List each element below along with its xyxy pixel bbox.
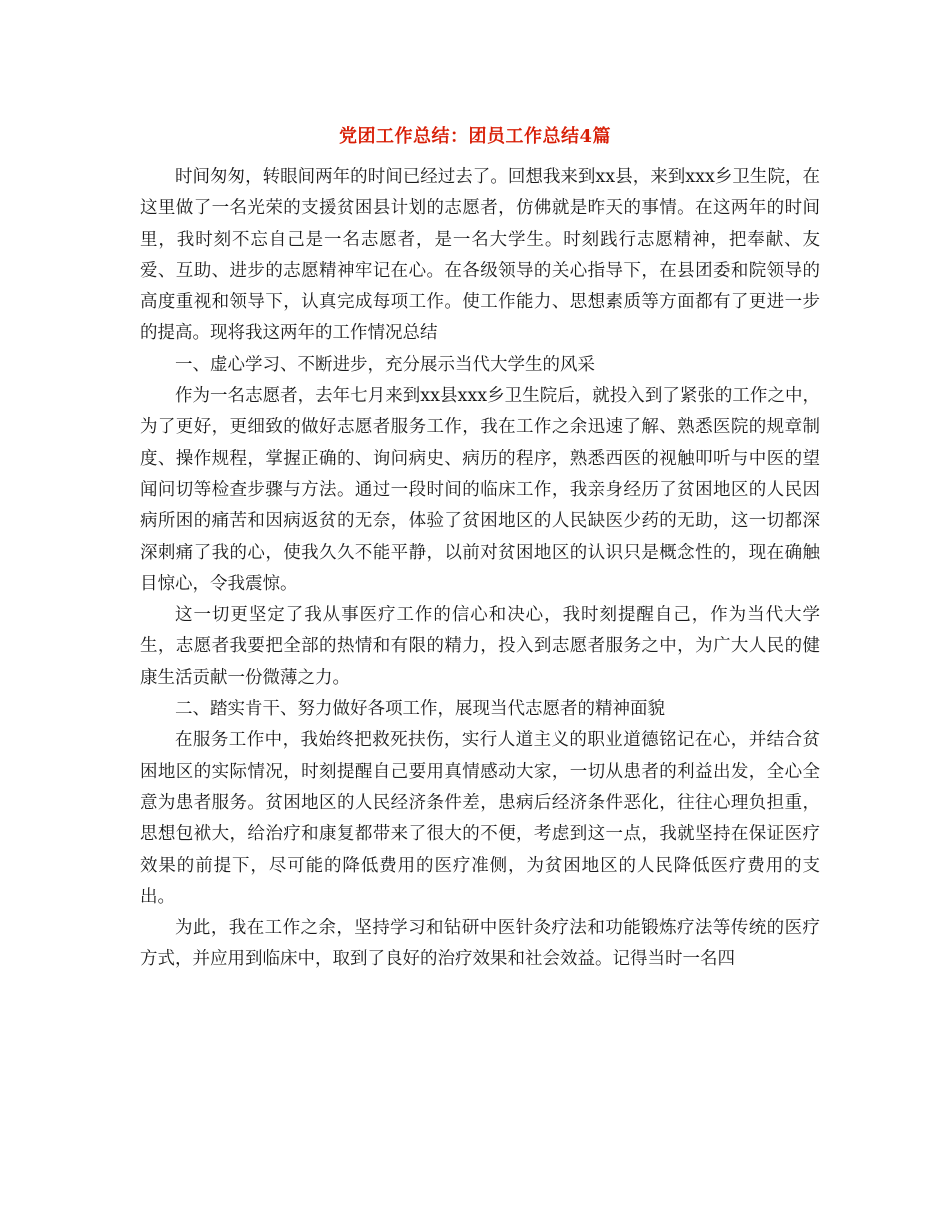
- document-body: [140, 162, 820, 976]
- document-title: 党团工作总结：团员工作总结4篇: [338, 126, 612, 147]
- paragraph: 这一切更坚定了我从事医疗工作的信心和决心，我时刻提醒自己，作为当代大学生，志愿者我要把全部的热情和有限的精力，投入到志愿者服务之中，为广大人民的健康生活贡献一份微薄之力。: [140, 605, 820, 688]
- paragraph: 为此，我在工作之余，坚持学习和钻研中医针灸疗法和功能锻炼疗法等传统的医疗方式，并应用到临床中，取到了良好的治疗效果和社会效益。记得当时一名四: [140, 918, 820, 970]
- paragraph: 时间匆匆，转眼间两年的时间已经过去了。回想我来到xx县，来到xxx乡卫生院，在这里做了一名光荣的支援贫困县计划的志愿者，仿佛就是昨天的事情。在这两年的时间里，我时刻不忘自己是一名志愿者，是一名大学生。时刻践行志愿精神，把奉献、友爱、互助、进步的志愿精神牢记在心。在各级领导的关心指导下，在县团委和院领导的高度重视和领导下，认真完成每项工作。使工作能力、思想素质等方面都有了更进一步的提高。现将我这两年的工作情况总结: [140, 167, 820, 344]
- section-heading: 一、虚心学习、不断进步，充分展示当代大学生的风采: [175, 354, 595, 375]
- paragraph: 作为一名志愿者，去年七月来到xx县xxx乡卫生院后，就投入到了紧张的工作之中，为了更好，更细致的做好志愿者服务工作，我在工作之余迅速了解、熟悉医院的规章制度、操作规程，掌握正确的、询问病史、病历的程序，熟悉西医的视触叩听与中医的望闻问切等检查步骤与方法。通过一段时间的临床工作，我亲身经历了贫困地区的人民因病所困的痛苦和因病返贫的无奈，体验了贫困地区的人民缺医少药的无助，这一切都深深刺痛了我的心，使我久久不能平静，以前对贫困地区的认识只是概念性的，现在确触目惊心，令我震惊。: [140, 386, 820, 594]
- section-heading: 二、踏实肯干、努力做好各项工作，展现当代志愿者的精神面貌: [175, 699, 665, 720]
- paragraph: 在服务工作中，我始终把救死扶伤，实行人道主义的职业道德铭记在心，并结合贫困地区的实际情况，时刻提醒自己要用真情感动大家，一切从患者的利益出发，全心全意为患者服务。贫困地区的人民经济条件差，患病后经济条件恶化，往往心理负担重，思想包袱大，给治疗和康复都带来了很大的不便，考虑到这一点，我就坚持在保证医疗效果的前提下，尽可能的降低费用的医疗准侧，为贫困地区的人民降低医疗费用的支出。: [140, 730, 820, 907]
